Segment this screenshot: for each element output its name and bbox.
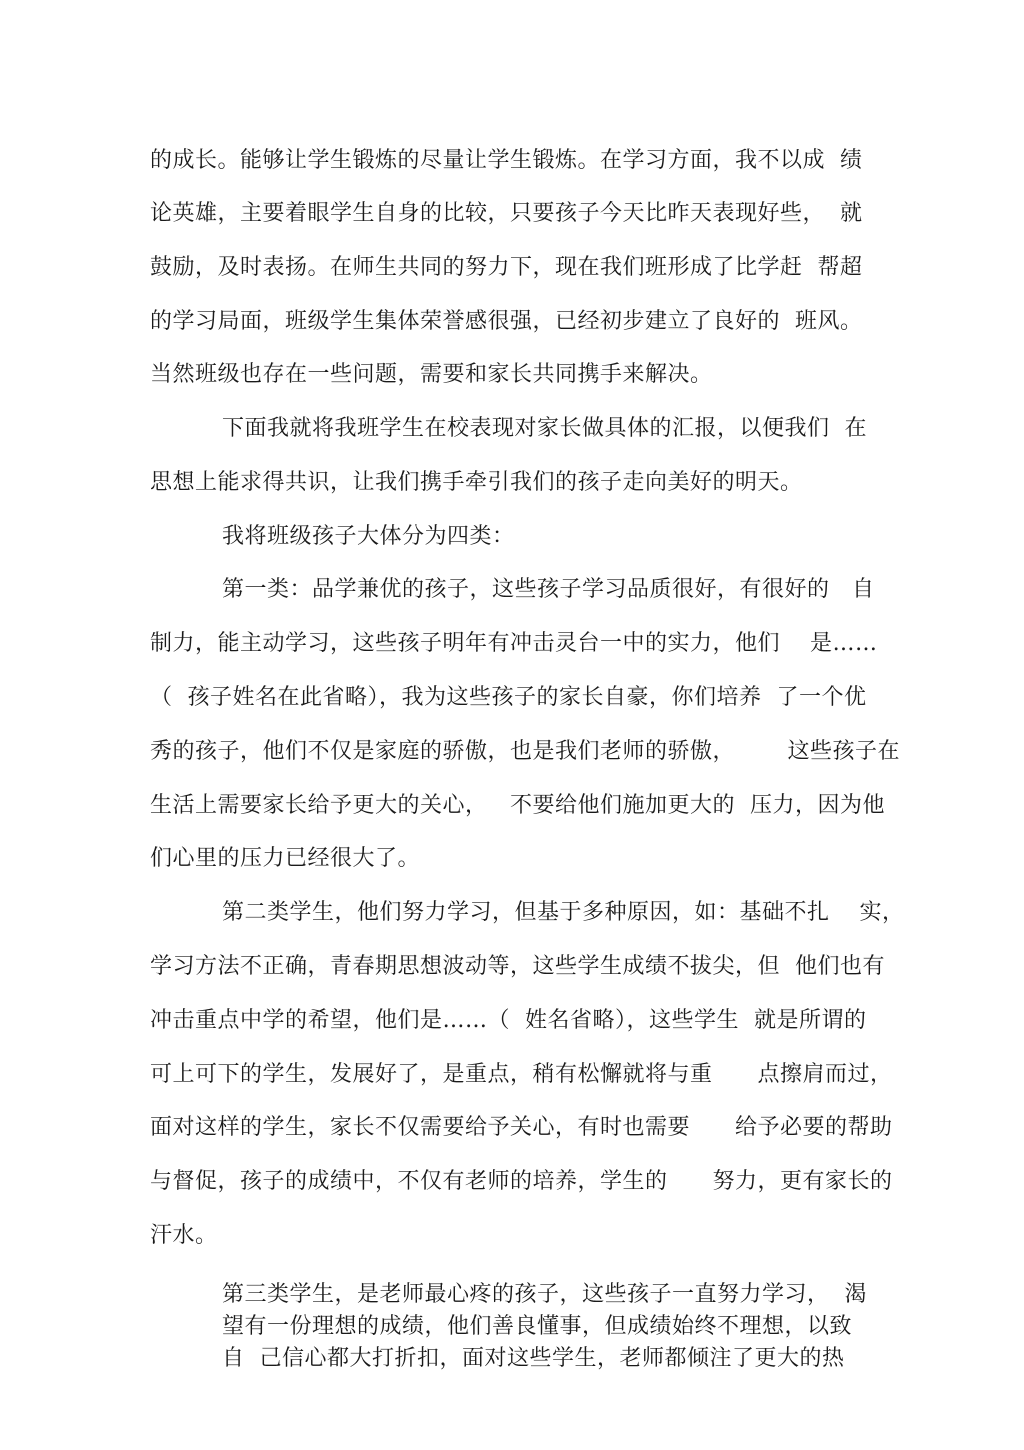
text-line: 鼓励，及时表扬。在师生共同的努力下，现在我们班形成了比学赶 帮超 (150, 255, 863, 280)
text-line: 生活上需要家长给予更大的关心， 不要给他们施加更大的 压力，因为他 (150, 793, 885, 818)
text-line: 制力，能主动学习，这些孩子明年有冲击灵台一中的实力，他们 是…… (150, 631, 878, 656)
text-line: 自 己信心都大打折扣，面对这些学生，老师都倾注了更大的热 (222, 1346, 845, 1371)
text-line: 第三类学生，是老师最心疼的孩子，这些孩子一直努力学习， 渴 (222, 1282, 867, 1307)
text-line: 学习方法不正确，青春期思想波动等，这些学生成绩不拔尖，但 他们也有 (150, 954, 885, 979)
text-line: 秀的孩子，他们不仅是家庭的骄傲，也是我们老师的骄傲， 这些孩子在 (150, 739, 900, 764)
text-line: 面对这样的学生，家长不仅需要给予关心，有时也需要 给予必要的帮助 (150, 1115, 893, 1140)
text-line: 汗水。 (150, 1223, 218, 1248)
text-line: 与督促，孩子的成绩中，不仅有老师的培养，学生的 努力，更有家长的 (150, 1169, 893, 1194)
text-line: 论英雄，主要着眼学生自身的比较，只要孩子今天比昨天表现好些， 就 (150, 201, 863, 226)
text-line: 的学习局面，班级学生集体荣誉感很强，已经初步建立了良好的 班风。 (150, 309, 863, 334)
text-line: 可上可下的学生，发展好了，是重点，稍有松懈就将与重 点擦肩而过， (150, 1062, 893, 1087)
text-line: 思想上能求得共识，让我们携手牵引我们的孩子走向美好的明天。 (150, 470, 803, 495)
text-line: 我将班级孩子大体分为四类： (222, 524, 515, 549)
text-line: 下面我就将我班学生在校表现对家长做具体的汇报，以便我们 在 (222, 416, 867, 441)
text-line: 的成长。能够让学生锻炼的尽量让学生锻炼。在学习方面，我不以成 绩 (150, 148, 863, 173)
text-line: 们心里的压力已经很大了。 (150, 846, 421, 871)
text-line: 第一类：品学兼优的孩子，这些孩子学习品质很好，有很好的 自 (222, 577, 875, 602)
text-line: 冲击重点中学的希望，他们是……（ 姓名省略），这些学生 就是所谓的 (150, 1008, 867, 1033)
text-line: 第二类学生，他们努力学习，但基于多种原因，如：基础不扎 实， (222, 900, 905, 925)
text-line: 当然班级也存在一些问题，需要和家长共同携手来解决。 (150, 362, 713, 387)
text-line: （ 孩子姓名在此省略），我为这些孩子的家长自豪，你们培养 了一个优 (150, 685, 867, 710)
text-line: 望有一份理想的成绩，他们善良懂事，但成绩始终不理想，以致 (222, 1314, 853, 1339)
